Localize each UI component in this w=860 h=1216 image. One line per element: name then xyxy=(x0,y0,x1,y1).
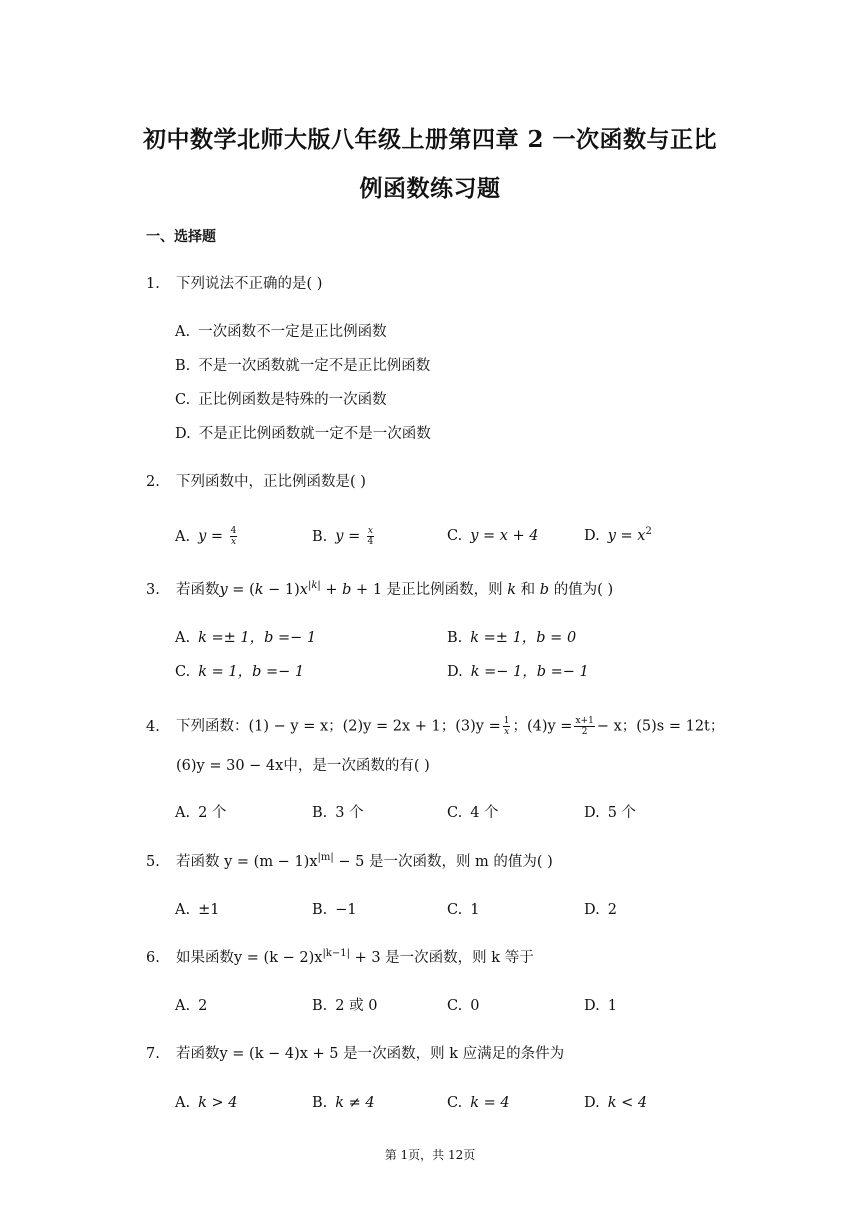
question-number: 2. xyxy=(146,474,160,490)
question-7 xyxy=(146,1044,564,1064)
option-a: A. k =± 1，b =− 1 xyxy=(175,630,317,646)
option-a: A. ±1 xyxy=(175,902,220,918)
option-c: C. 4 个 xyxy=(447,805,499,821)
option-b: B. 2 或 0 xyxy=(312,998,378,1014)
option-d: D. k =− 1，b =− 1 xyxy=(447,664,589,680)
question-number: 7. xyxy=(146,1046,160,1062)
question-number: 6. xyxy=(146,950,160,966)
option-c: C. k = 4 xyxy=(447,1095,510,1111)
question-2 xyxy=(146,472,366,492)
option-c: C. 正比例函数是特殊的一次函数 xyxy=(175,392,387,408)
question-number: 3. xyxy=(146,582,160,598)
option-a: A. 2 xyxy=(175,998,208,1014)
option-b: B. 不是一次函数就一定不是正比例函数 xyxy=(175,358,431,374)
option-c: C. 1 xyxy=(447,902,480,918)
option-c: C. y = x + 4 xyxy=(447,528,539,544)
option-d: D. 5 个 xyxy=(584,805,637,821)
document-title-line1: 初中数学北师大版八年级上册第四章 2 一次函数与正比 xyxy=(142,126,718,153)
option-b: B. 3 个 xyxy=(312,805,364,821)
question-5: 5. 若函数 $y = (m - 1)x^{|m|} - 5$ 是一次函数，则 m 的值为( ) xyxy=(146,852,553,870)
option-a: A. y = $\frac{4}{x}$ xyxy=(175,526,237,547)
question-stem: 下列函数中，正比例函数是( ) xyxy=(176,474,366,490)
option-c: C. 0 xyxy=(447,998,480,1014)
question-3: 3. 若函数$y = (k - 1)x^{|k|} + b + 1$ 是正比例函数，则 k 和 b 的值为( ) xyxy=(146,580,614,598)
option-a: A. 一次函数不一定是正比例函数 xyxy=(175,324,387,340)
question-stem: 下列说法不正确的是( ) xyxy=(176,276,323,292)
question-1 xyxy=(146,274,322,294)
option-c: C. k = 1，b =− 1 xyxy=(175,664,305,680)
option-b: B. k ≠ 4 xyxy=(312,1095,375,1111)
question-6: 6. 如果函数$y = (k - 2)x^{|k-1|} + 3$ 是一次函数，则 k 等于 xyxy=(146,948,534,966)
question-number: 4. xyxy=(146,718,160,735)
option-a: A. 2 个 xyxy=(175,805,227,821)
question-4-line2: (6)y = 30 − 4x中，是一次函数的有( ) xyxy=(176,758,430,774)
option-b: B. −1 xyxy=(312,902,357,918)
option-d: D. 2 xyxy=(584,902,617,918)
page-footer: 第 1页，共 12页 xyxy=(384,1148,476,1162)
option-d: D. 不是正比例函数就一定不是一次函数 xyxy=(175,426,431,442)
question-number: 1. xyxy=(146,276,160,292)
option-b: B. k =± 1，b = 0 xyxy=(447,630,577,646)
section-heading: 一、选择题 xyxy=(146,229,216,245)
question-number: 5. xyxy=(146,854,160,870)
option-d: D. k < 4 xyxy=(584,1095,648,1111)
document-title-line2: 例函数练习题 xyxy=(359,175,501,202)
question-4: 4. 下列函数：(1) − y = x；(2)y = 2x + 1；(3)y = $\frac{1}{x}$ ；(4)y = $\frac{x+1}{2}$ − x；(5)s = 12t； xyxy=(146,716,725,737)
option-b: B. y = $\frac{x}{4}$ xyxy=(312,526,374,547)
question-stem: 若函数y = (k − 4)x + 5 是一次函数，则 k 应满足的条件为 xyxy=(176,1046,565,1062)
option-a: A. k > 4 xyxy=(175,1095,238,1111)
option-d: D. 1 xyxy=(584,998,617,1014)
option-d: D. $y = x^2$ xyxy=(584,526,652,544)
